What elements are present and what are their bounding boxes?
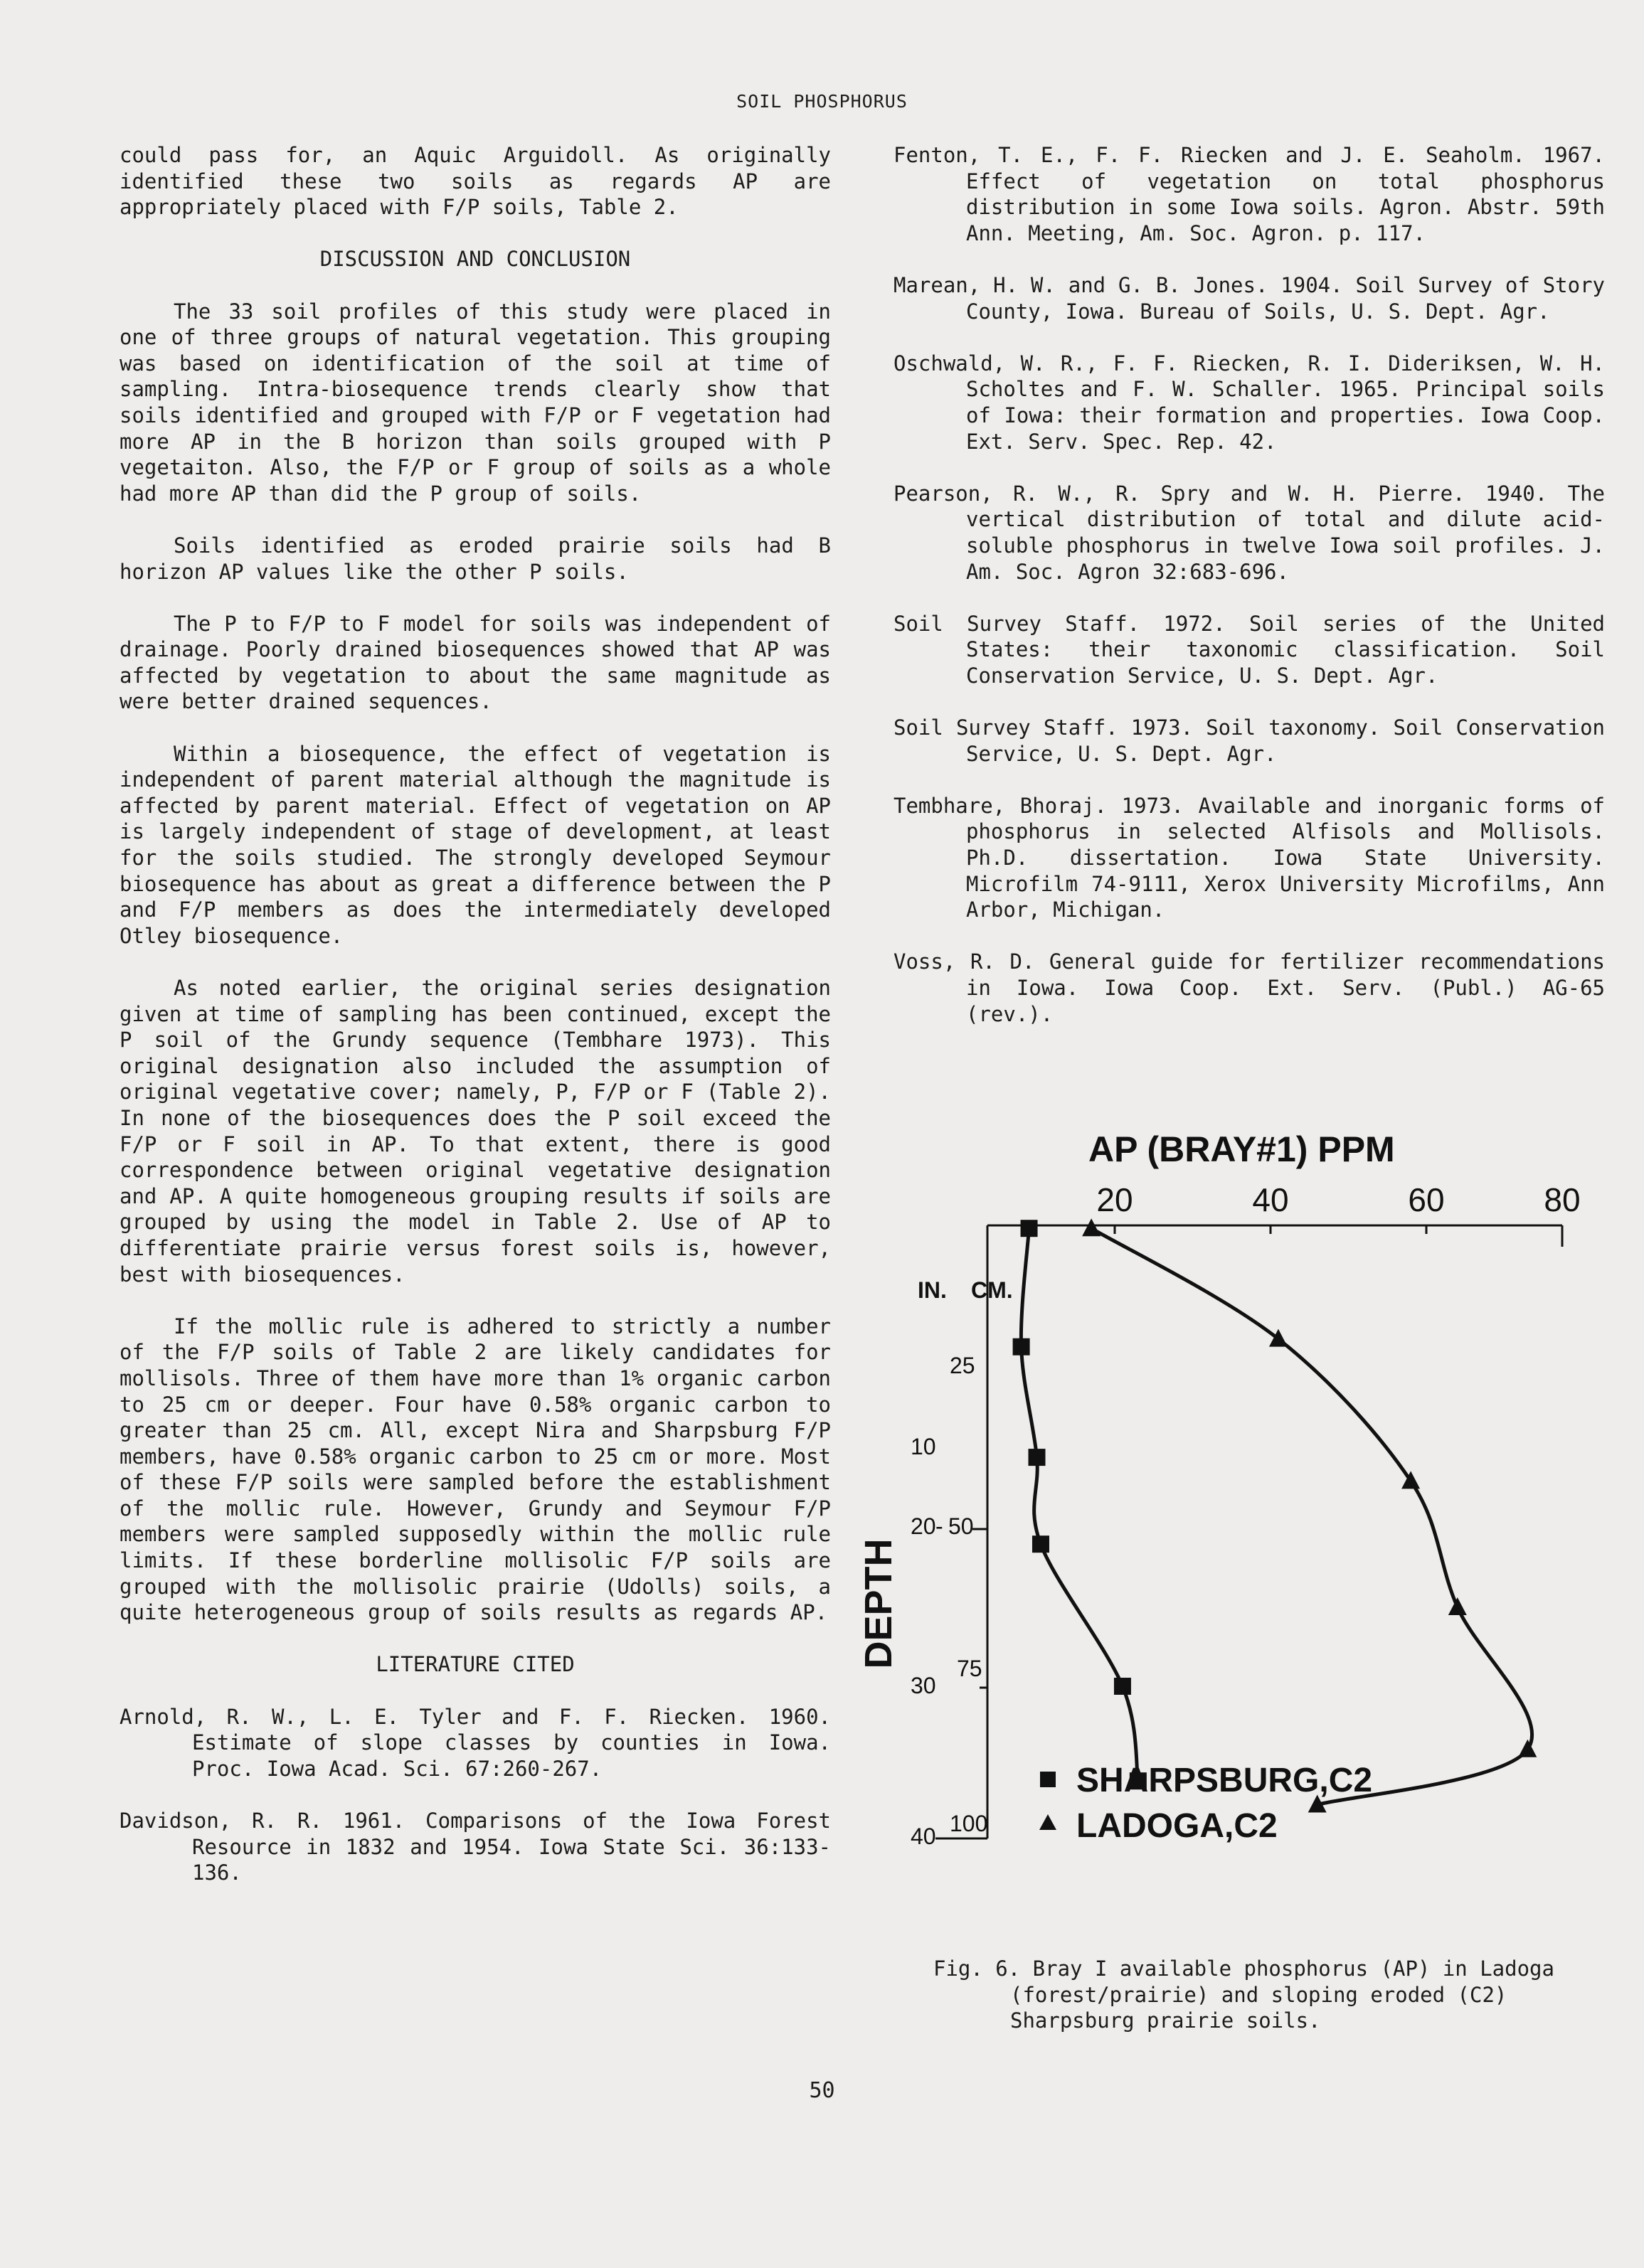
body-paragraph: As noted earlier, the original series designation given at time of sampling has been continued, except the P soil of the Grundy sequence (Tembhare 1973). This original designation also included the assumption of original vegetative cover; namely, P, F/P or F (Table 2). In none of the biosequences does the P soil exceed the F/P or F soil in AP. To that extent, there is good correspondence between original vegetative designation and AP. A quite homogeneous grouping results if soils are grouped by using the model in Table 2. Use of AP to differentiate prairie versus forest soils is, however, best with biosequences. [120, 976, 831, 1287]
reference-entry: Fenton, T. E., F. F. Riecken and J. E. Seaholm. 1967. Effect of vegetation on total phosphorus distribution in some Iowa soils. Agron. Abstr. 59th Ann. Meeting, Am. Soc. Agron. p. 117. [893, 143, 1605, 245]
reference-entry: Davidson, R. R. 1961. Comparisons of the Iowa Forest Resource in 1832 and 1954. Iowa State Sci. 36:133-136. [120, 1809, 831, 1885]
figure-6-chart [850, 1120, 1618, 1931]
figure-caption: Fig. 6. Bray I available phosphorus (AP) in Ladoga (forest/prairie) and sloping eroded (C2) Sharpsburg prairie soils. [933, 1956, 1554, 2033]
y-axis-label: DEPTH [857, 1538, 900, 1669]
reference-entry: Soil Survey Staff. 1972. Soil series of the United States: their taxonomic classification. Soil Conservation Service, U. S. Dept. Agr. [893, 611, 1605, 688]
body-paragraph: If the mollic rule is adhered to strictly a number of the F/P soils of Table 2 are likely candidates for mollisols. Three of them have more than 1% organic carbon to 25 cm or deeper. Four have 0.58% organic carbon to greater than 25 cm. All, except Nira and Sharpsburg F/P members, have 0.58% organic carbon to 25 cm or more. Most of these F/P soils were sampled before the establishment of the mollic rule. However, Grundy and Seymour F/P members were sampled supposedly within the mollic rule limits. If these borderline mollisolic F/P soils are grouped with the mollisolic prairie (Udolls) soils, a quite heterogeneous group of soils results as regards AP. [120, 1314, 831, 1625]
reference-entry: Arnold, R. W., L. E. Tyler and F. F. Riecken. 1960. Estimate of slope classes by counties in Iowa. Proc. Iowa Acad. Sci. 67:260-267. [120, 1704, 831, 1781]
y-unit-label-cm: CM. [971, 1277, 1013, 1303]
sharpsburg-point [1032, 1535, 1049, 1553]
body-paragraph: Within a biosequence, the effect of vegetation is independent of parent material although the magnitude is affected by parent material. Effect of vegetation on AP is largely independent of stage of development, at least for the soils studied. The strongly developed Seymour biosequence has about as great a difference between the P and F/P members as does the intermediately developed Otley biosequence. [120, 741, 831, 948]
sharpsburg-line [1021, 1228, 1137, 1781]
x-tick-label: 80 [1544, 1181, 1581, 1218]
ladoga-point [1448, 1597, 1467, 1615]
ladoga-point [1518, 1740, 1537, 1757]
legend-sharpsburg-marker [1040, 1772, 1056, 1787]
sharpsburg-point [1013, 1338, 1030, 1356]
reference-entry: Soil Survey Staff. 1973. Soil taxonomy. Soil Conservation Service, U. S. Dept. Agr. [893, 715, 1605, 766]
x-tick-label: 20 [1096, 1181, 1133, 1218]
ladoga-point [1269, 1329, 1288, 1347]
discussion-heading: DISCUSSION AND CONCLUSION [319, 247, 631, 272]
page-number: 50 [809, 2078, 835, 2103]
sharpsburg-point [1029, 1449, 1046, 1466]
x-tick-label: 60 [1408, 1181, 1445, 1218]
reference-entry: Marean, H. W. and G. B. Jones. 1904. Soil Survey of Story County, Iowa. Bureau of Soils, U. S. Dept. Agr. [893, 272, 1605, 324]
body-paragraph: Soils identified as eroded prairie soils had B horizon AP values like the other P soils. [120, 533, 831, 584]
running-head: SOIL PHOSPHORUS [736, 91, 908, 112]
right-column [893, 142, 1605, 1053]
y-tick-cm: 100 [950, 1811, 988, 1836]
chart-title: AP (BRAY#1) PPM [1088, 1129, 1395, 1169]
sharpsburg-point [1114, 1678, 1131, 1695]
body-paragraph: The 33 soil profiles of this study were placed in one of three groups of natural vegetation. This grouping was based on identification of the soil at time of sampling. Intra-biosequence trends clearly show that soils identified and grouped with F/P or F vegetation had more AP in the B horizon than soils grouped with P vegetaiton. Also, the F/P or F group of soils as a whole had more AP than did the P group of soils. [120, 299, 831, 506]
legend-ladoga-label: LADOGA,C2 [1076, 1807, 1278, 1845]
reference-entry: Oschwald, W. R., F. F. Riecken, R. I. Dideriksen, W. H. Scholtes and F. W. Schaller. 1965. Principal soils of Iowa: their formation and properties. Iowa Coop. Ext. Serv. Spec. Rep. 42. [893, 351, 1605, 454]
x-tick-label: 40 [1252, 1181, 1289, 1218]
ladoga-point [1082, 1218, 1101, 1236]
reference-entry: Pearson, R. W., R. Spry and W. H. Pierre. 1940. The vertical distribution of total and dilute acid-soluble phosphorus in twelve Iowa soil profiles. J. Am. Soc. Agron 32:683-696. [893, 481, 1605, 584]
reference-entry: Voss, R. D. General guide for fertilizer recommendations in Iowa. Iowa Coop. Ext. Serv. (Publ.) AG-65 (rev.). [893, 949, 1605, 1026]
literature-heading: LITERATURE CITED [376, 1652, 575, 1677]
sharpsburg-point [1021, 1220, 1038, 1237]
y-tick-cm: 50 [948, 1513, 974, 1539]
y-tick-in: 10 [911, 1434, 936, 1459]
y-unit-label-in: IN. [918, 1277, 947, 1303]
y-tick-in: 40 [911, 1824, 936, 1849]
y-tick-cm: 75 [957, 1656, 982, 1681]
reference-entry: Tembhare, Bhoraj. 1973. Available and inorganic forms of phosphorus in selected Alfisols and Mollisols. Ph.D. dissertation. Iowa State University. Microfilm 74-9111, Xerox University Microfilms, Ann Arbor, Michigan. [893, 793, 1605, 922]
y-tick-cm: 25 [950, 1353, 975, 1378]
legend-sharpsburg-label: SHARPSBURG,C2 [1076, 1762, 1373, 1799]
legend-ladoga-marker [1039, 1814, 1056, 1830]
continuation-paragraph: could pass for, an Aquic Arguidoll. As originally identified these two soils as regards AP are appropriately placed with F/P soils, Table 2. [120, 143, 831, 220]
left-column [120, 142, 831, 1912]
y-tick-cm: - [935, 1513, 943, 1539]
y-tick-in-cm: 20 [911, 1513, 936, 1539]
ladoga-line [1091, 1228, 1532, 1804]
body-paragraph: The P to F/P to F model for soils was independent of drainage. Poorly drained biosequences showed that AP was affected by vegetation to about the same magnitude as were better drained sequences. [120, 611, 831, 714]
y-tick-in: 30 [911, 1673, 936, 1698]
